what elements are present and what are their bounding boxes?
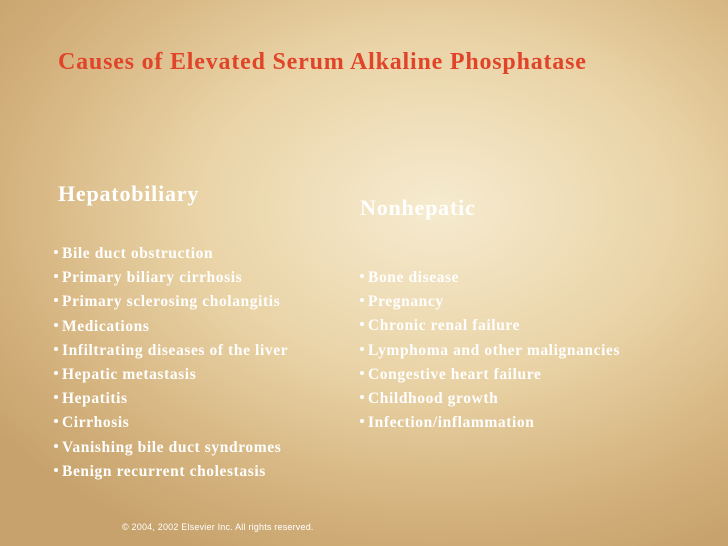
bullet-icon <box>54 395 58 399</box>
bullet-icon <box>54 323 58 327</box>
list-item: Primary biliary cirrhosis <box>54 266 288 290</box>
bullet-icon <box>360 419 364 423</box>
list-item: Childhood growth <box>360 387 620 411</box>
list-item: Infiltrating diseases of the liver <box>54 339 288 363</box>
bullet-icon <box>54 468 58 472</box>
list-item: Cirrhosis <box>54 411 288 435</box>
bullet-icon <box>360 371 364 375</box>
bullet-icon <box>360 322 364 326</box>
bullet-icon <box>54 444 58 448</box>
hepatobiliary-list <box>54 242 288 484</box>
list-item: Lymphoma and other malignancies <box>360 339 620 363</box>
bullet-icon <box>360 274 364 278</box>
bullet-icon <box>360 395 364 399</box>
list-item: Infection/inflammation <box>360 411 620 435</box>
bullet-icon <box>54 250 58 254</box>
bullet-icon <box>54 298 58 302</box>
bullet-icon <box>360 347 364 351</box>
list-item: Medications <box>54 315 288 339</box>
list-item: Benign recurrent cholestasis <box>54 460 288 484</box>
copyright-notice: © 2004, 2002 Elsevier Inc. All rights reserved. <box>122 522 314 532</box>
list-item: Hepatic metastasis <box>54 363 288 387</box>
list-item: Hepatitis <box>54 387 288 411</box>
bullet-icon <box>360 298 364 302</box>
nonhepatic-list <box>360 266 620 435</box>
bullet-icon <box>54 419 58 423</box>
list-item: Vanishing bile duct syndromes <box>54 436 288 460</box>
bullet-icon <box>54 274 58 278</box>
list-item: Bile duct obstruction <box>54 242 288 266</box>
list-item: Pregnancy <box>360 290 620 314</box>
list-item: Chronic renal failure <box>360 314 620 338</box>
bullet-icon <box>54 371 58 375</box>
list-item: Primary sclerosing cholangitis <box>54 290 288 314</box>
slide-title: Causes of Elevated Serum Alkaline Phosphatase <box>58 49 587 75</box>
list-item: Bone disease <box>360 266 620 290</box>
bullet-icon <box>54 347 58 351</box>
list-item: Congestive heart failure <box>360 363 620 387</box>
hepatobiliary-heading: Hepatobiliary <box>58 181 200 206</box>
nonhepatic-heading: Nonhepatic <box>360 195 476 220</box>
